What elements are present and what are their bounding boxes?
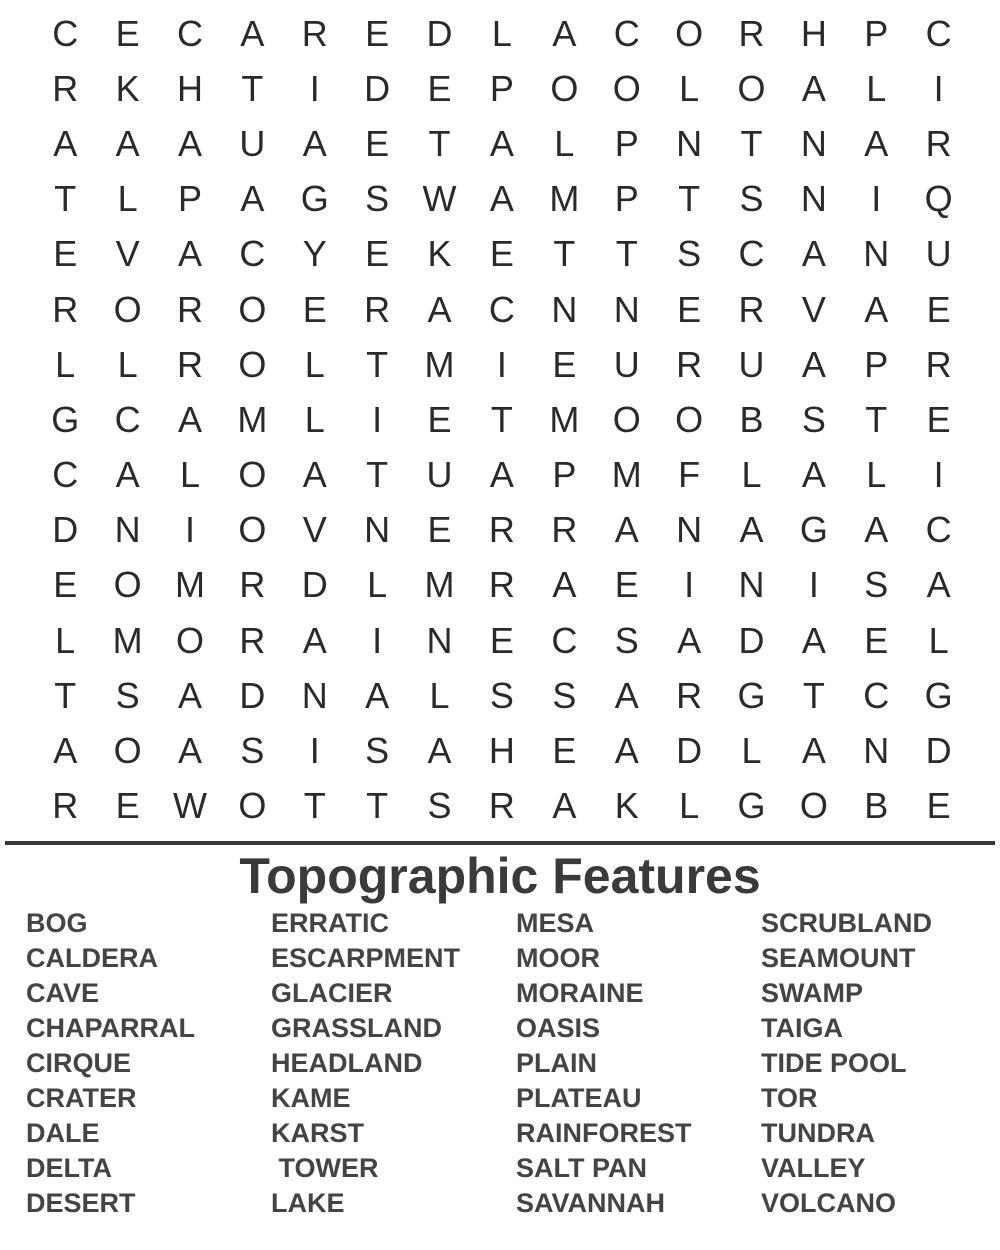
grid-letter[interactable]: C <box>863 674 890 716</box>
grid-letter[interactable]: C <box>176 12 203 54</box>
grid-letter[interactable]: N <box>738 564 765 606</box>
grid-letter[interactable]: P <box>552 454 577 496</box>
grid-letter[interactable]: A <box>115 454 140 496</box>
grid-letter[interactable]: O <box>238 785 267 827</box>
page-title: Topographic Features <box>239 848 761 904</box>
grid-letter[interactable]: C <box>488 288 515 330</box>
grid-letter[interactable]: G <box>799 509 828 551</box>
grid-letter[interactable]: A <box>801 67 826 109</box>
grid-letter[interactable]: R <box>676 674 703 716</box>
grid-letter[interactable]: R <box>52 288 79 330</box>
grid-letter[interactable]: E <box>115 785 140 827</box>
grid-letter[interactable]: A <box>801 619 826 661</box>
grid-letter[interactable]: L <box>491 12 512 54</box>
grid-letter[interactable]: C <box>738 233 765 275</box>
grid-letter[interactable]: A <box>489 178 514 220</box>
grid-letter[interactable]: R <box>364 288 391 330</box>
grid-letter[interactable]: A <box>302 122 327 164</box>
grid-letter[interactable]: A <box>677 619 702 661</box>
grid-letter[interactable]: R <box>488 785 515 827</box>
grid-letter[interactable]: L <box>928 619 949 661</box>
word-item: MORAINE <box>516 978 644 1008</box>
grid-letter[interactable]: L <box>179 454 200 496</box>
grid-letter[interactable]: M <box>112 619 143 661</box>
grid-letter[interactable]: L <box>304 343 325 385</box>
grid-letter[interactable]: T <box>54 674 77 716</box>
grid-letter[interactable]: A <box>53 122 78 164</box>
grid-letter[interactable]: A <box>864 288 889 330</box>
grid-letter[interactable]: O <box>113 564 142 606</box>
grid-letter[interactable]: H <box>176 67 203 109</box>
grid-letter[interactable]: I <box>372 398 383 440</box>
grid-letter[interactable]: I <box>372 619 383 661</box>
grid-letter[interactable]: O <box>675 12 704 54</box>
grid-letter[interactable]: R <box>239 619 266 661</box>
word-item: KARST <box>271 1118 364 1148</box>
word-item: PLATEAU <box>516 1083 642 1113</box>
grid-letter[interactable]: C <box>925 509 952 551</box>
grid-letter[interactable]: I <box>309 730 320 772</box>
grid-letter[interactable]: D <box>52 509 79 551</box>
grid-letter[interactable]: L <box>741 454 762 496</box>
grid-letter[interactable]: Y <box>302 233 327 275</box>
grid-letter[interactable]: A <box>427 288 452 330</box>
grid-letter[interactable]: P <box>864 12 889 54</box>
grid-letter[interactable]: N <box>800 122 827 164</box>
word-item: CRATER <box>26 1083 137 1113</box>
grid-letter[interactable]: R <box>52 785 79 827</box>
grid-letter[interactable]: P <box>489 67 514 109</box>
grid-letter[interactable]: D <box>925 730 952 772</box>
grid-letter[interactable]: E <box>427 67 452 109</box>
grid-letter[interactable]: T <box>303 785 326 827</box>
grid-letter[interactable]: A <box>926 564 951 606</box>
grid-letter[interactable]: U <box>738 343 765 385</box>
grid-letter[interactable]: S <box>489 674 514 716</box>
grid-letter[interactable]: E <box>427 509 452 551</box>
grid-letter[interactable]: C <box>52 12 79 54</box>
grid-letter[interactable]: L <box>55 619 76 661</box>
grid-letter[interactable]: O <box>675 398 704 440</box>
grid-letter[interactable]: O <box>737 67 766 109</box>
word-column <box>26 906 271 1221</box>
grid-letter[interactable]: S <box>115 674 140 716</box>
grid-letter[interactable]: T <box>54 178 77 220</box>
grid-letter[interactable]: L <box>117 343 138 385</box>
grid-letter[interactable]: D <box>426 12 453 54</box>
grid-letter[interactable]: A <box>489 122 514 164</box>
grid-letter[interactable]: T <box>740 122 763 164</box>
grid-letter[interactable]: G <box>51 398 80 440</box>
grid-letter[interactable]: E <box>365 12 390 54</box>
grid-letter[interactable]: A <box>801 233 826 275</box>
grid-letter[interactable]: O <box>238 343 267 385</box>
grid-letter[interactable]: O <box>238 288 267 330</box>
grid-letter[interactable]: S <box>739 178 764 220</box>
word-column <box>516 906 761 1221</box>
grid-letter[interactable]: L <box>866 454 887 496</box>
grid-letter[interactable]: U <box>239 122 266 164</box>
grid-letter[interactable]: A <box>427 730 452 772</box>
grid-letter[interactable]: O <box>238 509 267 551</box>
grid-letter[interactable]: K <box>614 785 639 827</box>
grid-letter[interactable]: R <box>925 122 952 164</box>
word-item: DALE <box>26 1118 100 1148</box>
word-item: TOR <box>761 1083 818 1113</box>
word-item: TAIGA <box>761 1013 843 1043</box>
grid-letter[interactable]: G <box>300 178 329 220</box>
grid-letter[interactable]: L <box>304 398 325 440</box>
word-item: OASIS <box>516 1013 601 1043</box>
word-item: CALDERA <box>26 943 158 973</box>
word-item: SCRUBLAND <box>761 908 932 938</box>
grid-letter[interactable]: Q <box>924 178 953 220</box>
grid-letter[interactable]: P <box>614 178 639 220</box>
grid-letter[interactable]: A <box>614 509 639 551</box>
grid-letter[interactable]: S <box>677 233 702 275</box>
grid-letter[interactable]: N <box>551 288 578 330</box>
word-item: SAVANNAH <box>516 1188 666 1218</box>
grid-letter[interactable]: L <box>554 122 575 164</box>
grid-letter[interactable]: A <box>864 122 889 164</box>
grid-letter[interactable]: T <box>802 674 825 716</box>
grid-letter[interactable]: A <box>801 343 826 385</box>
grid-letter[interactable]: E <box>489 619 514 661</box>
grid-letter[interactable]: G <box>924 674 953 716</box>
grid-letter[interactable]: B <box>864 785 889 827</box>
divider <box>5 841 995 845</box>
grid-letter[interactable]: R <box>925 343 952 385</box>
word-item: KAME <box>271 1083 351 1113</box>
grid-letter[interactable]: T <box>678 178 701 220</box>
word-item: TOWER <box>271 1153 379 1183</box>
grid-letter[interactable]: E <box>552 343 577 385</box>
grid-letter[interactable]: R <box>239 564 266 606</box>
word-item: LAKE <box>271 1188 345 1218</box>
grid-letter[interactable]: K <box>115 67 140 109</box>
grid-letter[interactable]: A <box>177 122 202 164</box>
grid-letter[interactable]: T <box>428 122 451 164</box>
grid-letter[interactable]: S <box>864 564 889 606</box>
grid-letter[interactable]: R <box>738 288 765 330</box>
word-item: SALT PAN <box>516 1153 647 1183</box>
grid-letter[interactable]: T <box>490 398 513 440</box>
grid-letter[interactable]: I <box>309 67 320 109</box>
grid-letter[interactable]: C <box>239 233 266 275</box>
grid-letter[interactable]: T <box>553 233 576 275</box>
word-item: RAINFOREST <box>516 1118 692 1148</box>
grid-letter[interactable]: R <box>551 509 578 551</box>
grid-letter[interactable]: D <box>301 564 328 606</box>
grid-letter[interactable]: A <box>302 454 327 496</box>
grid-letter[interactable]: L <box>866 67 887 109</box>
grid-letter[interactable]: T <box>366 343 389 385</box>
grid-letter[interactable]: E <box>926 288 951 330</box>
grid-letter[interactable]: M <box>424 343 455 385</box>
grid-letter[interactable]: O <box>612 67 641 109</box>
grid-letter[interactable]: M <box>174 564 205 606</box>
grid-letter[interactable]: T <box>615 233 638 275</box>
grid-letter[interactable]: P <box>177 178 202 220</box>
grid-letter[interactable]: N <box>800 178 827 220</box>
word-item: MOOR <box>516 943 600 973</box>
grid-letter[interactable]: C <box>613 12 640 54</box>
word-item: GLACIER <box>271 978 393 1008</box>
grid-letter[interactable]: E <box>614 564 639 606</box>
grid-letter[interactable]: E <box>427 398 452 440</box>
grid-letter[interactable]: S <box>365 178 390 220</box>
word-item: TUNDRA <box>761 1118 875 1148</box>
grid-letter[interactable]: N <box>863 730 890 772</box>
grid-letter[interactable]: T <box>865 398 888 440</box>
grid-letter[interactable]: A <box>302 619 327 661</box>
word-item: VOLCANO <box>761 1188 896 1218</box>
grid-letter[interactable]: C <box>52 454 79 496</box>
grid-letter[interactable]: N <box>676 122 703 164</box>
grid-letter[interactable]: R <box>676 343 703 385</box>
grid-letter[interactable]: A <box>177 730 202 772</box>
grid-letter[interactable]: O <box>113 730 142 772</box>
grid-letter[interactable]: A <box>801 454 826 496</box>
grid-letter[interactable]: G <box>737 785 766 827</box>
grid-letter[interactable]: S <box>365 730 390 772</box>
grid-letter[interactable]: P <box>614 122 639 164</box>
grid-letter[interactable]: L <box>679 67 700 109</box>
word-item: ESCARPMENT <box>271 943 461 973</box>
grid-letter[interactable]: W <box>172 785 207 827</box>
word-list <box>26 906 996 1221</box>
grid-letter[interactable]: O <box>799 785 828 827</box>
grid-letter[interactable]: A <box>614 730 639 772</box>
grid-letter[interactable]: B <box>739 398 764 440</box>
word-item: GRASSLAND <box>271 1013 443 1043</box>
grid-letter[interactable]: R <box>738 12 765 54</box>
grid-letter[interactable]: A <box>864 509 889 551</box>
word-item: CAVE <box>26 978 100 1008</box>
word-item: SWAMP <box>761 978 864 1008</box>
grid-letter[interactable]: R <box>52 67 79 109</box>
grid-letter[interactable]: A <box>177 398 202 440</box>
grid-letter[interactable]: H <box>488 730 515 772</box>
grid-letter[interactable]: E <box>552 730 577 772</box>
word-item: DESERT <box>26 1188 136 1218</box>
grid-letter[interactable]: R <box>301 12 328 54</box>
grid-letter[interactable]: N <box>114 509 141 551</box>
grid-letter[interactable]: E <box>677 288 702 330</box>
grid-letter[interactable]: U <box>613 343 640 385</box>
grid-letter[interactable]: C <box>925 12 952 54</box>
word-item: VALLEY <box>761 1153 866 1183</box>
grid-letter[interactable]: U <box>426 454 453 496</box>
grid-letter[interactable]: A <box>552 785 577 827</box>
grid-letter[interactable]: E <box>864 619 889 661</box>
grid-letter[interactable]: M <box>549 398 580 440</box>
grid-letter[interactable]: A <box>614 674 639 716</box>
grid-letter[interactable]: H <box>800 12 827 54</box>
grid-letter[interactable]: E <box>302 288 327 330</box>
grid-letter[interactable]: L <box>679 785 700 827</box>
grid-letter[interactable]: A <box>801 730 826 772</box>
grid-letter[interactable]: P <box>864 343 889 385</box>
grid-letter[interactable]: M <box>611 454 642 496</box>
grid-letter[interactable]: I <box>184 509 195 551</box>
word-item: MESA <box>516 908 595 938</box>
grid-letter[interactable]: I <box>871 178 882 220</box>
grid-letter[interactable]: G <box>737 674 766 716</box>
grid-letter[interactable]: A <box>552 564 577 606</box>
letter-grid <box>34 6 970 834</box>
grid-letter[interactable]: F <box>678 454 701 496</box>
grid-letter[interactable]: V <box>115 233 140 275</box>
grid-letter[interactable]: N <box>301 674 328 716</box>
grid-letter[interactable]: S <box>614 619 639 661</box>
grid-letter[interactable]: E <box>926 398 951 440</box>
grid-letter[interactable]: D <box>239 674 266 716</box>
grid-letter[interactable]: S <box>552 674 577 716</box>
grid-letter[interactable]: N <box>426 619 453 661</box>
grid-letter[interactable]: A <box>240 12 265 54</box>
grid-letter[interactable]: M <box>237 398 268 440</box>
grid-letter[interactable]: I <box>933 454 944 496</box>
grid-letter[interactable]: N <box>863 233 890 275</box>
grid-letter[interactable]: R <box>176 288 203 330</box>
grid-letter[interactable]: E <box>53 233 78 275</box>
word-item: SEAMOUNT <box>761 943 916 973</box>
grid-letter[interactable]: T <box>241 67 264 109</box>
grid-letter[interactable]: A <box>53 730 78 772</box>
grid-letter[interactable]: E <box>53 564 78 606</box>
grid-letter[interactable]: I <box>933 67 944 109</box>
grid-letter[interactable]: N <box>364 509 391 551</box>
grid-letter[interactable]: V <box>801 288 826 330</box>
grid-letter[interactable]: C <box>114 398 141 440</box>
grid-letter[interactable]: S <box>427 785 452 827</box>
word-item: CHAPARRAL <box>26 1013 195 1043</box>
grid-letter[interactable]: L <box>429 674 450 716</box>
grid-letter[interactable]: E <box>115 12 140 54</box>
grid-letter[interactable]: T <box>366 454 389 496</box>
grid-letter[interactable]: L <box>741 730 762 772</box>
word-column <box>271 906 516 1221</box>
grid-letter[interactable]: C <box>551 619 578 661</box>
grid-letter[interactable]: R <box>176 343 203 385</box>
grid-letter[interactable]: E <box>926 785 951 827</box>
grid-letter[interactable]: E <box>365 233 390 275</box>
grid-letter[interactable]: L <box>55 343 76 385</box>
word-item: BOG <box>26 908 88 938</box>
grid-letter[interactable]: A <box>177 233 202 275</box>
grid-letter[interactable]: O <box>612 398 641 440</box>
grid-letter[interactable]: A <box>177 674 202 716</box>
grid-letter[interactable]: E <box>365 122 390 164</box>
grid-letter[interactable]: D <box>364 67 391 109</box>
grid-letter[interactable]: N <box>613 288 640 330</box>
grid-letter[interactable]: D <box>676 730 703 772</box>
grid-letter[interactable]: S <box>801 398 826 440</box>
grid-letter[interactable]: D <box>738 619 765 661</box>
grid-letter[interactable]: E <box>489 233 514 275</box>
grid-letter[interactable]: T <box>366 785 389 827</box>
grid-letter[interactable]: W <box>422 178 457 220</box>
grid-letter[interactable]: A <box>240 178 265 220</box>
grid-letter[interactable]: S <box>240 730 265 772</box>
grid-letter[interactable]: R <box>488 509 515 551</box>
grid-letter[interactable]: M <box>549 178 580 220</box>
grid-letter[interactable]: K <box>427 233 452 275</box>
grid-letter[interactable]: I <box>808 564 819 606</box>
grid-letter[interactable]: A <box>489 454 514 496</box>
grid-letter[interactable]: I <box>684 564 695 606</box>
grid-letter[interactable]: L <box>367 564 388 606</box>
grid-letter[interactable]: R <box>488 564 515 606</box>
word-item: DELTA <box>26 1153 112 1183</box>
word-item: ERRATIC <box>271 908 389 938</box>
grid-letter[interactable]: U <box>925 233 952 275</box>
grid-letter[interactable]: I <box>496 343 507 385</box>
grid-letter[interactable]: O <box>550 67 579 109</box>
word-item: PLAIN <box>516 1048 597 1078</box>
word-column <box>761 906 996 1221</box>
word-item: TIDE POOL <box>761 1048 907 1078</box>
grid-letter[interactable]: N <box>676 509 703 551</box>
grid-letter[interactable]: V <box>302 509 327 551</box>
grid-letter[interactable]: A <box>739 509 764 551</box>
grid-letter[interactable]: L <box>117 178 138 220</box>
grid-letter[interactable]: A <box>365 674 390 716</box>
grid-letter[interactable]: O <box>175 619 204 661</box>
grid-letter[interactable]: M <box>424 564 455 606</box>
grid-letter[interactable]: O <box>113 288 142 330</box>
grid-letter[interactable]: A <box>552 12 577 54</box>
grid-letter[interactable]: A <box>115 122 140 164</box>
word-item: HEADLAND <box>271 1048 423 1078</box>
word-item: CIRQUE <box>26 1048 132 1078</box>
grid-letter[interactable]: O <box>238 454 267 496</box>
